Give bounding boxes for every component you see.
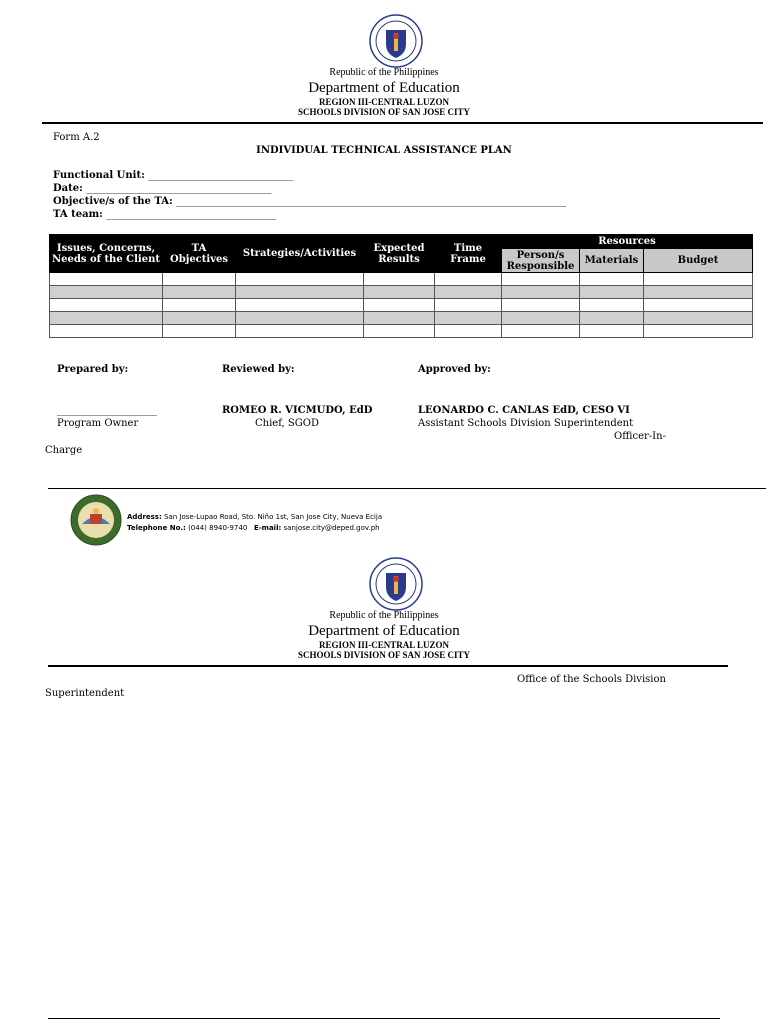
table-row — [50, 325, 753, 338]
form-title: INDIVIDUAL TECHNICAL ASSISTANCE PLAN — [256, 145, 512, 156]
col-timeframe: Time Frame — [435, 235, 502, 273]
col-strategies: Strategies/Activities — [236, 235, 364, 273]
header-department: Department of Education — [308, 80, 460, 96]
reviewed-by-label: Reviewed by: — [222, 364, 295, 375]
header-rule — [42, 122, 763, 124]
col-person: Person/s Responsible — [502, 249, 580, 273]
footer-contact: Address: San Jose-Lupao Road, Sto. Niño 1st, San Jose City, Nueva Ecija Telephone No.: (044) 8940-9740 E-mail: sanjose.city@deped.gov.ph — [127, 513, 383, 532]
field-objectives: Objective/s of the TA: ______________________________________________________________________________ — [53, 196, 567, 207]
field-ta-team: TA team: __________________________________ — [53, 209, 277, 220]
header-republic: Republic of the Philippines — [329, 610, 439, 621]
table-row — [50, 286, 753, 299]
table-row — [50, 312, 753, 325]
prepared-signature-line: ____________________ — [57, 405, 157, 416]
reviewed-name: ROMEO R. VICMUDO, EdD — [222, 405, 373, 416]
division-seal-icon — [70, 494, 122, 546]
approved-by-label: Approved by: — [418, 364, 491, 375]
approved-role-charge: Charge — [45, 445, 83, 456]
reviewed-role: Chief, SGOD — [255, 418, 319, 429]
approved-role: Assistant Schools Division Superintendent — [418, 418, 634, 429]
office-title: Office of the Schools Division — [517, 674, 666, 685]
page-bottom-rule — [48, 1018, 720, 1019]
field-date: Date: _____________________________________ — [53, 183, 272, 194]
deped-seal-icon — [369, 14, 423, 68]
prepared-role: Program Owner — [57, 418, 139, 429]
col-expected: Expected Results — [364, 235, 435, 273]
approved-name: LEONARDO C. CANLAS EdD, CESO VI — [418, 405, 630, 416]
col-materials: Materials — [580, 249, 644, 273]
header-division: SCHOOLS DIVISION OF SAN JOSE CITY — [298, 650, 470, 660]
col-budget: Budget — [644, 249, 753, 273]
table-row — [50, 273, 753, 286]
col-resources: Resources — [502, 235, 753, 249]
col-issues: Issues, Concerns, Needs of the Client — [50, 235, 163, 273]
col-objectives: TA Objectives — [163, 235, 236, 273]
approved-role-oic: Officer-In- — [614, 431, 666, 442]
field-functional-unit: Functional Unit: _____________________________ — [53, 170, 294, 181]
header-region: REGION III-CENTRAL LUZON — [318, 640, 450, 650]
header-department: Department of Education — [308, 623, 460, 639]
prepared-by-label: Prepared by: — [57, 364, 129, 375]
office-title-cont: Superintendent — [45, 688, 125, 699]
header-rule — [48, 665, 728, 667]
deped-seal-icon — [369, 557, 423, 611]
header-region: REGION III-CENTRAL LUZON — [318, 97, 450, 107]
header-division: SCHOOLS DIVISION OF SAN JOSE CITY — [298, 107, 470, 117]
header-republic: Republic of the Philippines — [329, 67, 439, 78]
ta-plan-table — [49, 234, 753, 338]
form-code: Form A.2 — [53, 132, 100, 143]
footer-rule — [48, 488, 766, 489]
table-row — [50, 299, 753, 312]
